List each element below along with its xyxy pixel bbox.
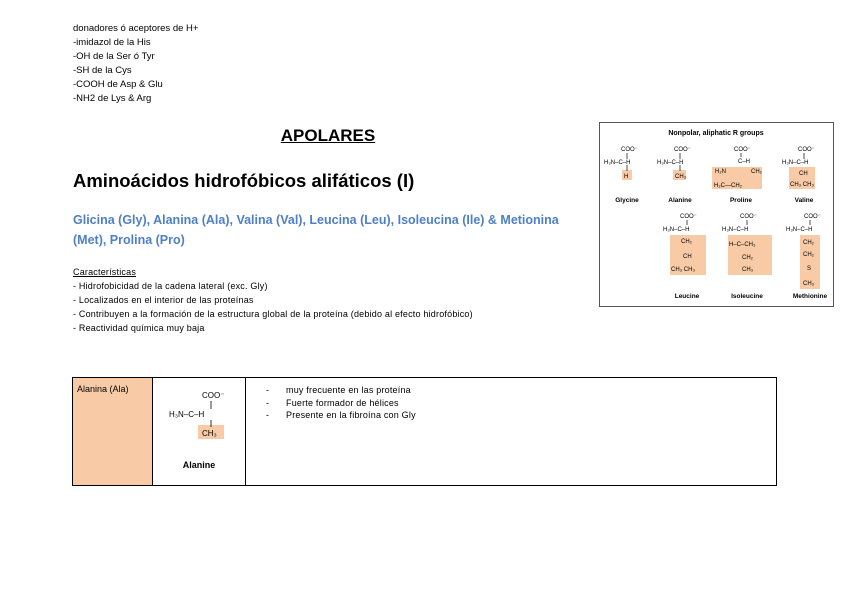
svg-text:H₃N–C–H: H₃N–C–H	[169, 410, 205, 419]
characteristic-item: - Hidrofobicidad de la cadena lateral (exc. Gly)	[73, 281, 268, 291]
svg-text:CH₂: CH₂	[803, 252, 814, 258]
page-heading: Aminoácidos hidrofóbicos alifáticos (I)	[73, 170, 415, 191]
svg-text:COO⁻: COO⁻	[680, 214, 697, 220]
alanine-structure-svg	[153, 378, 245, 485]
alanine-structure	[657, 147, 692, 204]
svg-text:COO⁻: COO⁻	[740, 214, 757, 220]
structures-figure	[599, 122, 834, 307]
figure-title: Nonpolar, aliphatic R groups	[668, 130, 764, 137]
characteristic-item: - Localizados en el interior de las proteínas	[73, 295, 254, 305]
methionine-structure	[786, 214, 828, 300]
svg-text:H₃N–C–H: H₃N–C–H	[782, 160, 809, 166]
note-item: - Presente en la fibroína con Gly	[266, 409, 776, 422]
svg-text:CH₃: CH₃	[742, 267, 754, 273]
amino-acid-list: Glicina (Gly), Alanina (Ala), Valina (Val), Leucina (Leu), Isoleucina (Ile) & Metionina (Met), Prolina (Pro)	[73, 213, 559, 247]
amino-acid-name: Alanina (Ala)	[77, 384, 129, 394]
intro-line: -imidazol de la His	[73, 37, 151, 48]
label-proline: Proline	[729, 197, 753, 204]
svg-text:CH₂: CH₂	[681, 239, 692, 245]
intro-line: -NH2 de Lys & Arg	[73, 93, 152, 104]
svg-text:CH₃ CH₃: CH₃ CH₃	[790, 182, 814, 188]
svg-text:C–H: C–H	[738, 159, 751, 165]
glycine-structure	[604, 147, 639, 204]
section-title: APOLARES	[280, 126, 376, 145]
svg-text:CH: CH	[799, 171, 808, 177]
svg-text:CH₂: CH₂	[742, 255, 753, 261]
svg-text:COO⁻: COO⁻	[804, 214, 821, 220]
svg-text:CH₃: CH₃	[675, 174, 687, 180]
characteristics	[73, 265, 473, 335]
svg-text:COO⁻: COO⁻	[621, 147, 638, 153]
intro-list	[73, 22, 198, 106]
svg-text:CH₂: CH₂	[751, 169, 762, 175]
structure-cell	[153, 378, 246, 485]
label-leucine: Leucine	[674, 293, 700, 300]
label-alanine: Alanine	[668, 197, 692, 204]
isoleucine-structure	[722, 214, 772, 300]
svg-text:COO⁻: COO⁻	[734, 147, 751, 153]
intro-line: -SH de la Cys	[73, 65, 132, 76]
svg-text:CH: CH	[683, 254, 692, 260]
label-methionine: Methionine	[792, 293, 828, 300]
characteristics-title: Características	[73, 267, 137, 277]
svg-text:H₂N: H₂N	[715, 169, 726, 175]
svg-text:CH₃: CH₃	[202, 429, 217, 438]
svg-text:H–C–CH₃: H–C–CH₃	[729, 242, 756, 248]
svg-text:H₃N–C–H: H₃N–C–H	[786, 227, 813, 233]
proline-structure	[712, 147, 763, 204]
note-item: - muy frecuente en las proteína	[266, 384, 776, 397]
name-cell	[73, 378, 153, 485]
note-item: - Fuerte formador de hélices	[266, 397, 776, 410]
svg-text:COO⁻: COO⁻	[202, 391, 225, 400]
valine-structure	[782, 147, 815, 204]
svg-text:CH₂: CH₂	[803, 240, 814, 246]
svg-text:COO⁻: COO⁻	[674, 147, 691, 153]
svg-text:COO⁻: COO⁻	[798, 147, 815, 153]
intro-line: -COOH de Asp & Glu	[73, 79, 163, 90]
intro-line: -OH de la Ser ó Tyr	[73, 51, 155, 62]
characteristic-item: - Reactividad química muy baja	[73, 323, 205, 333]
label-isoleucine: Isoleucine	[731, 293, 763, 300]
svg-text:H₃N–C–H: H₃N–C–H	[604, 160, 631, 166]
intro-line: donadores ó aceptores de H+	[73, 23, 199, 34]
structures-svg	[600, 123, 833, 306]
svg-text:H₃N–C–H: H₃N–C–H	[663, 227, 690, 233]
svg-text:CH₃ CH₃: CH₃ CH₃	[671, 267, 695, 273]
leucine-structure	[663, 214, 706, 300]
label-valine: Valine	[794, 197, 814, 204]
notes-cell	[246, 378, 776, 485]
svg-text:H₃N–C–H: H₃N–C–H	[722, 227, 749, 233]
svg-text:H: H	[624, 174, 629, 180]
characteristic-item: - Contribuyen a la formación de la estructura global de la proteína (debido al efecto hidrofóbico)	[73, 309, 473, 319]
label-glycine: Glycine	[615, 197, 639, 204]
svg-text:CH₃: CH₃	[803, 281, 815, 287]
svg-text:H₃N–C–H: H₃N–C–H	[657, 160, 684, 166]
alanine-table	[72, 377, 777, 486]
structure-label: Alanine	[182, 460, 216, 470]
svg-text:S: S	[807, 266, 812, 272]
notes-list	[246, 378, 776, 422]
svg-text:H₂C—CH₂: H₂C—CH₂	[714, 183, 742, 189]
